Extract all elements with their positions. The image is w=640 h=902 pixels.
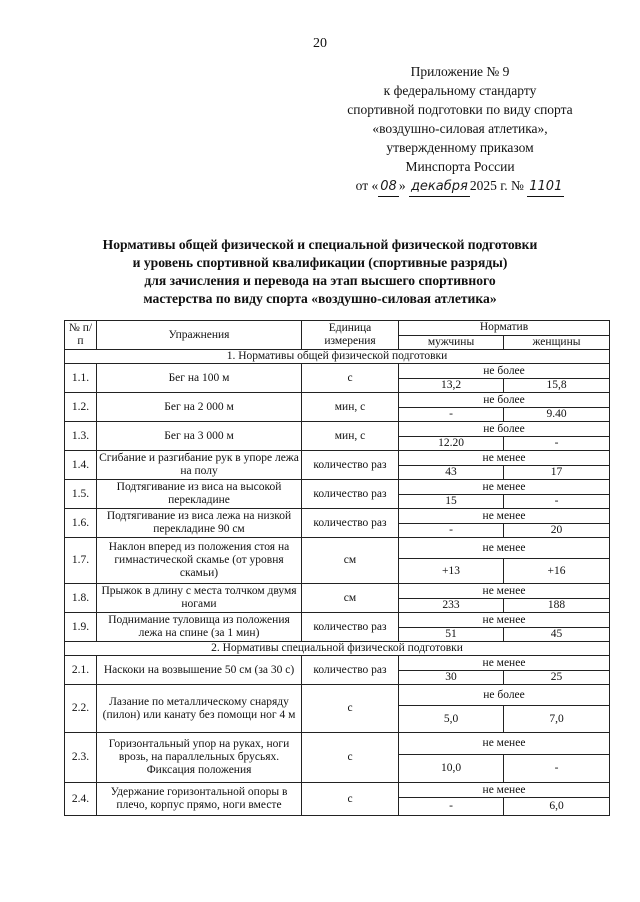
women-value: 188: [504, 599, 610, 613]
title-line: Нормативы общей физической и специальной физической подготовки: [102, 237, 538, 252]
row-num: 1.5.: [65, 480, 97, 509]
row-num: 2.2.: [65, 685, 97, 733]
women-value: -: [504, 437, 610, 451]
table-row: [65, 584, 610, 599]
header-num: № п/п: [65, 321, 97, 350]
men-value: 5,0: [399, 706, 504, 733]
row-num: 1.7.: [65, 538, 97, 584]
exercise-cell: Бег на 2 000 м: [97, 393, 302, 422]
order-date-line: [330, 176, 590, 197]
header-men: мужчины: [399, 335, 504, 350]
table-row: [65, 783, 610, 798]
condition-cell: не более: [399, 422, 610, 437]
exercise-cell: Бег на 3 000 м: [97, 422, 302, 451]
women-value: 20: [504, 524, 610, 538]
header-exercise: Упражнения: [97, 321, 302, 350]
unit-cell: мин, с: [302, 422, 399, 451]
handwritten-month: декабря: [409, 177, 470, 197]
appendix-line: Приложение № 9: [410, 64, 510, 79]
row-num: 2.3.: [65, 733, 97, 783]
header-unit: Единица измерения: [302, 321, 399, 350]
men-value: 43: [399, 466, 504, 480]
header-women: женщины: [504, 335, 610, 350]
table-row: [65, 613, 610, 628]
unit-cell: с: [302, 364, 399, 393]
men-value: -: [399, 408, 504, 422]
table-row: [65, 733, 610, 755]
document-title: [60, 236, 580, 308]
condition-cell: не менее: [399, 509, 610, 524]
unit-cell: с: [302, 685, 399, 733]
section-title: 2. Нормативы специальной физической подготовки: [65, 642, 610, 656]
table-row: [65, 656, 610, 671]
section-row: [65, 642, 610, 656]
row-num: 2.1.: [65, 656, 97, 685]
women-value: 45: [504, 628, 610, 642]
date-mid: »: [398, 178, 406, 193]
row-num: 1.1.: [65, 364, 97, 393]
appendix-line: спортивной подготовки по виду спорта: [347, 102, 573, 117]
condition-cell: не менее: [399, 783, 610, 798]
row-num: 1.6.: [65, 509, 97, 538]
unit-cell: мин, с: [302, 393, 399, 422]
unit-cell: количество раз: [302, 656, 399, 685]
appendix-line: «воздушно-силовая атлетика»,: [372, 121, 548, 136]
men-value: +13: [399, 559, 504, 584]
table-row: [65, 685, 610, 706]
unit-cell: количество раз: [302, 509, 399, 538]
header-norm: Норматив: [399, 321, 610, 336]
exercise-cell: Подтягивание из виса лежа на низкой перекладине 90 см: [97, 509, 302, 538]
women-value: +16: [504, 559, 610, 584]
men-value: 15: [399, 495, 504, 509]
men-value: -: [399, 798, 504, 816]
condition-cell: не менее: [399, 451, 610, 466]
exercise-cell: Горизонтальный упор на руках, ноги врозь, на параллельных брусьях. Фиксация положения: [97, 733, 302, 783]
row-num: 1.8.: [65, 584, 97, 613]
title-line: мастерства по виду спорта «воздушно-силовая атлетика»: [143, 291, 497, 306]
page-number: 20: [313, 36, 327, 51]
exercise-cell: Поднимание туловища из положения лежа на спине (за 1 мин): [97, 613, 302, 642]
exercise-cell: Сгибание и разгибание рук в упоре лежа на полу: [97, 451, 302, 480]
title-line: для зачисления и перевода на этап высшего спортивного: [144, 273, 496, 288]
condition-cell: не менее: [399, 538, 610, 559]
table-row: [65, 480, 610, 495]
unit-cell: с: [302, 783, 399, 816]
table-row: [65, 538, 610, 559]
men-value: 30: [399, 671, 504, 685]
exercise-cell: Наскоки на возвышение 50 см (за 30 с): [97, 656, 302, 685]
men-value: 13,2: [399, 379, 504, 393]
women-value: 9.40: [504, 408, 610, 422]
row-num: 1.3.: [65, 422, 97, 451]
women-value: 25: [504, 671, 610, 685]
date-prefix: от «: [355, 178, 379, 193]
condition-cell: не менее: [399, 613, 610, 628]
condition-cell: не более: [399, 364, 610, 379]
exercise-cell: Удержание горизонтальной опоры в плечо, корпус прямо, ноги вместе: [97, 783, 302, 816]
men-value: 10,0: [399, 755, 504, 783]
norms-table: [64, 320, 610, 816]
condition-cell: не менее: [399, 480, 610, 495]
appendix-line: к федеральному стандарту: [383, 83, 537, 98]
table-row: [65, 393, 610, 408]
exercise-cell: Прыжок в длину с места толчком двумя ногами: [97, 584, 302, 613]
appendix-header: [330, 62, 590, 197]
condition-cell: не менее: [399, 733, 610, 755]
row-num: 1.9.: [65, 613, 97, 642]
table-row: [65, 364, 610, 379]
year-text: 2025 г. №: [469, 178, 524, 193]
appendix-line: утвержденному приказом: [386, 140, 534, 155]
title-line: и уровень спортивной квалификации (спортивные разряды): [132, 255, 508, 270]
table-row: [65, 509, 610, 524]
unit-cell: количество раз: [302, 451, 399, 480]
exercise-cell: Бег на 100 м: [97, 364, 302, 393]
women-value: 6,0: [504, 798, 610, 816]
section-row: [65, 350, 610, 364]
men-value: 12.20: [399, 437, 504, 451]
condition-cell: не более: [399, 393, 610, 408]
handwritten-day: 08: [378, 177, 399, 197]
condition-cell: не менее: [399, 584, 610, 599]
unit-cell: см: [302, 584, 399, 613]
condition-cell: не менее: [399, 656, 610, 671]
unit-cell: см: [302, 538, 399, 584]
exercise-cell: Лазание по металлическому снаряду (пилон) или канату без помощи ног 4 м: [97, 685, 302, 733]
appendix-line: Минспорта России: [405, 159, 515, 174]
men-value: 51: [399, 628, 504, 642]
row-num: 1.2.: [65, 393, 97, 422]
women-value: -: [504, 755, 610, 783]
table-row: [65, 451, 610, 466]
women-value: -: [504, 495, 610, 509]
unit-cell: количество раз: [302, 613, 399, 642]
exercise-cell: Подтягивание из виса на высокой перекладине: [97, 480, 302, 509]
handwritten-order-number: 1101: [527, 177, 564, 197]
unit-cell: количество раз: [302, 480, 399, 509]
norms-table-body: [65, 350, 610, 816]
exercise-cell: Наклон вперед из положения стоя на гимнастической скамье (от уровня скамьи): [97, 538, 302, 584]
section-title: 1. Нормативы общей физической подготовки: [65, 350, 610, 364]
condition-cell: не более: [399, 685, 610, 706]
row-num: 1.4.: [65, 451, 97, 480]
women-value: 15,8: [504, 379, 610, 393]
row-num: 2.4.: [65, 783, 97, 816]
women-value: 7,0: [504, 706, 610, 733]
men-value: 233: [399, 599, 504, 613]
women-value: 17: [504, 466, 610, 480]
unit-cell: с: [302, 733, 399, 783]
men-value: -: [399, 524, 504, 538]
table-row: [65, 422, 610, 437]
